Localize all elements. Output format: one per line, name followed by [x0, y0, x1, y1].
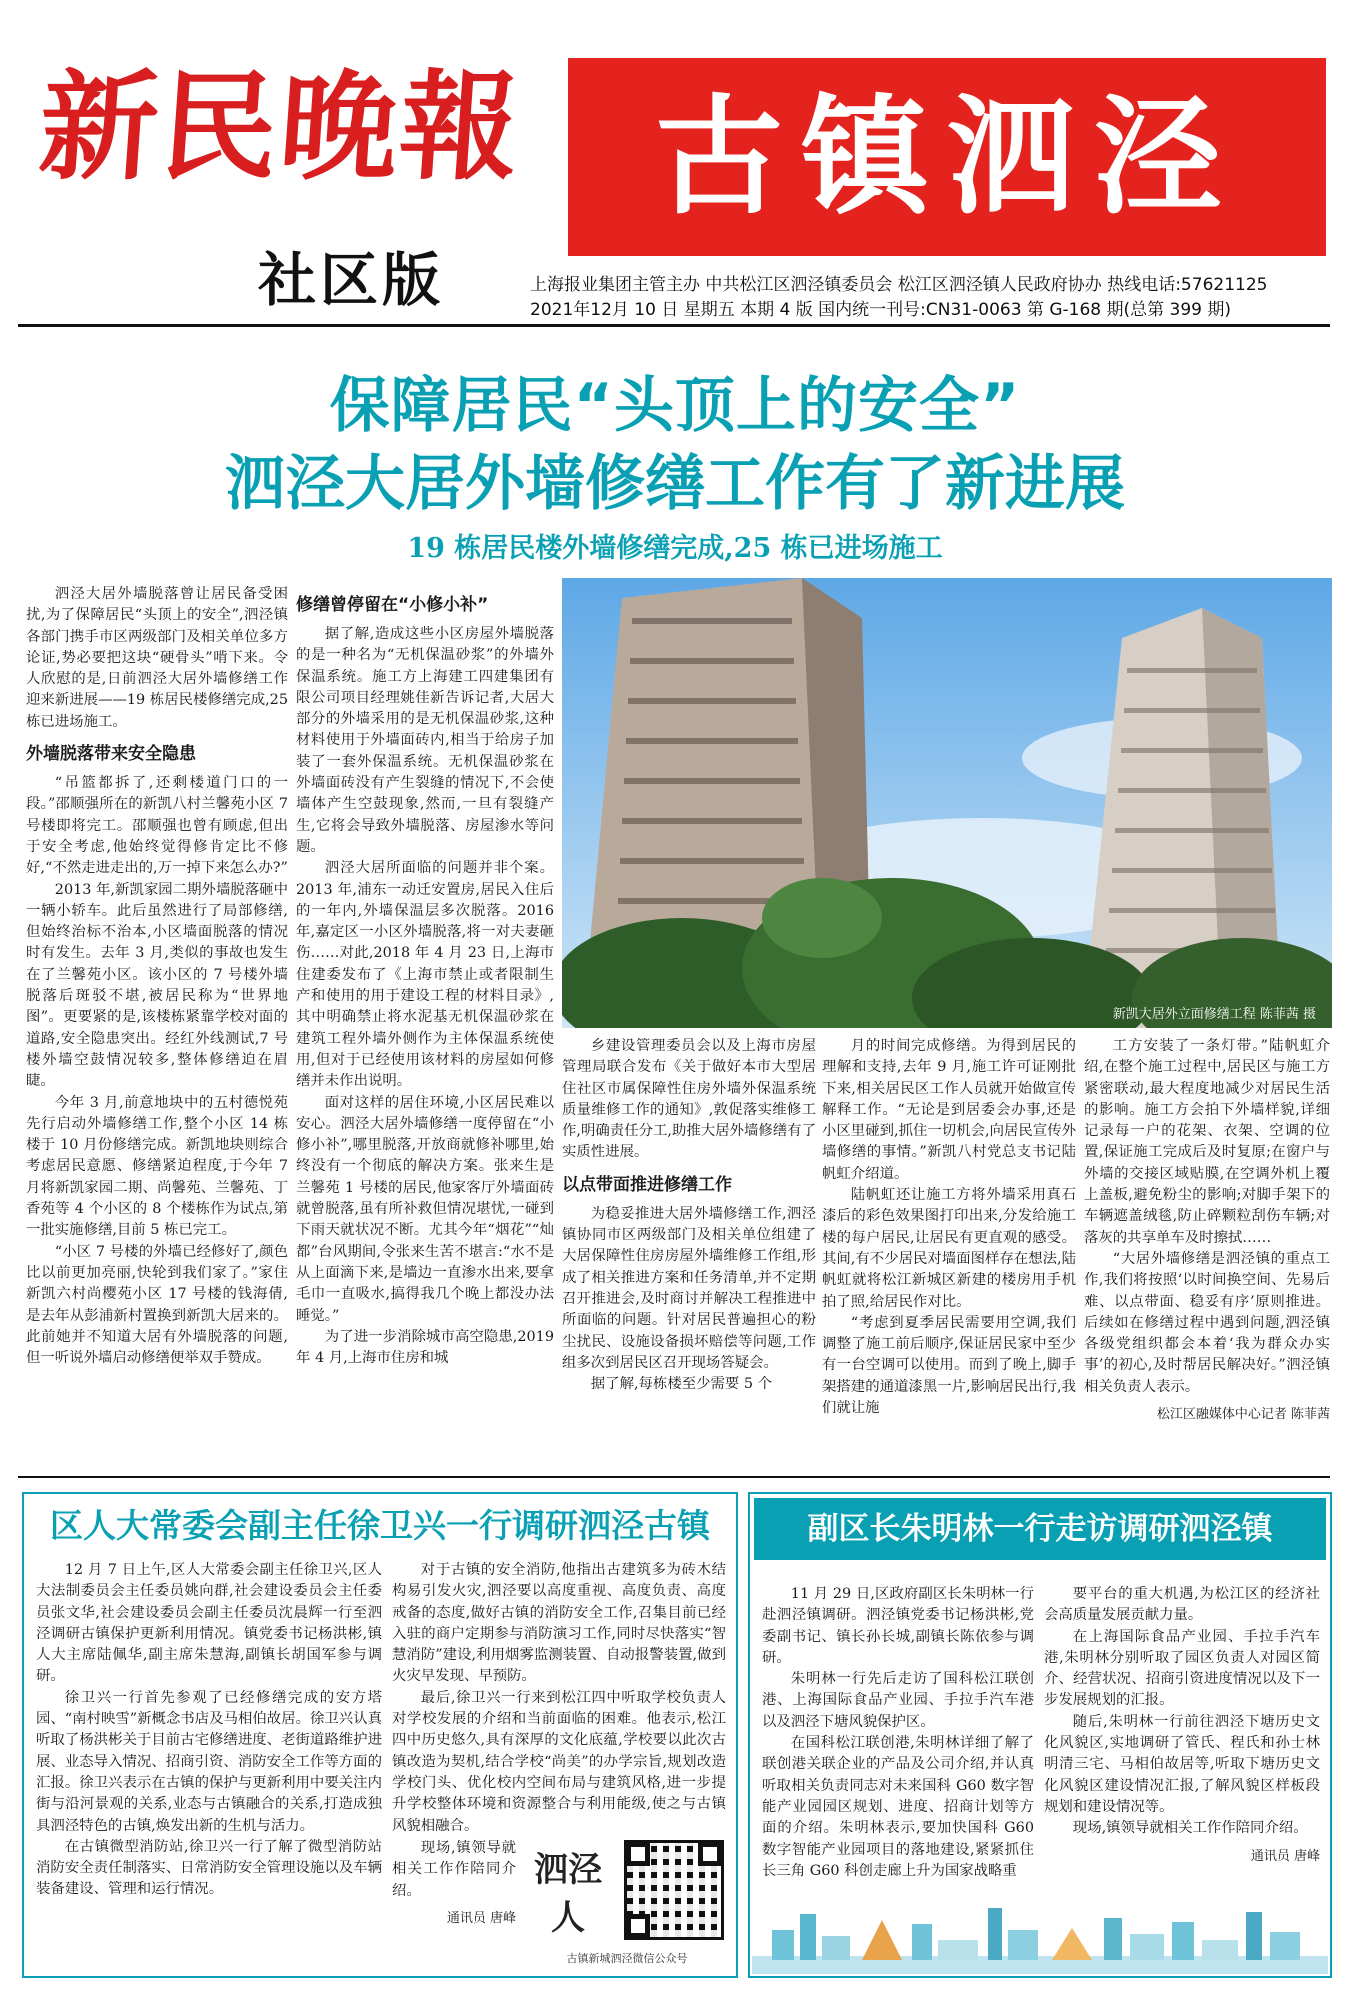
byline: 松江区融媒体中心记者 陈菲茜: [1156, 1407, 1330, 1423]
paragraph: 徐卫兴一行首先参观了已经修缮完成的安方塔园、“南村映雪”新概念书店及马相伯故居。徐卫兴认真听取了杨洪彬关于目前古宅修缮进度、老街道路维护进展、业态导入情况、招商引资、消防安全工作等方面的汇报。徐卫兴表示在古镇的保护与更新利用中要关注内街与沿河景观的关系,业态与古镇融合的关系,打造成独具泗泾特色的古镇,焕发出新的生机与活力。: [36, 1689, 382, 1834]
lead-subheadline: 19 栋居民楼外墙修缮完成,25 栋已进场施工: [407, 533, 943, 564]
qr-finder-icon: [626, 1914, 650, 1938]
paragraph: “考虑到夏季居民需要用空调,我们调整了施工前后顺序,保证居民家中至少有一台空调可以使用。而到了晚上,脚手架搭建的通道漆黑一片,影响居民出行,我们就让施: [822, 1314, 1076, 1417]
lead-column-3: [562, 1036, 816, 1466]
paragraph: 现场,镇领导就相关工作作陪同介绍。: [392, 1840, 516, 1899]
qr-finder-icon: [626, 1842, 650, 1866]
story-left-column-2: [392, 1560, 726, 1836]
masthead-left: [18, 58, 558, 314]
paragraph: 最后,徐卫兴一行来到松江四中听取学校负责人对学校发展的介绍和当前面临的困难。他表示,松江四中历史悠久,具有深厚的文化底蕴,学校要以此次古镇改造为契机,结合学校“尚美”的办学宗旨,规划改造学校门头、优化校内空间布局与建筑风格,进一步提升学校整体环境和资源整合与利用能级,使之与古镇风貌相融合。: [392, 1689, 726, 1834]
photo-illustration: [562, 578, 1332, 1028]
paragraph: 月的时间完成修缮。为得到居民的理解和支持,去年 9 月,施工许可证刚批下来,相关居民区工作人员就开始做宣传解释工作。“无论是到居委会办事,还是小区里碰到,抓住一切机会,向居民宣传外墙修缮的事情。”新凯八村党总支书记陆帆虹介绍道。: [822, 1038, 1076, 1182]
lead-column-4: [822, 1036, 1076, 1466]
paragraph: 为了进一步消除城市高空隐患,2019 年 4 月,上海市住房和城: [296, 1328, 554, 1367]
story-left-column-2-end: [392, 1838, 516, 1970]
story-left-title: 区人大常委会副主任徐卫兴一行调研泗泾古镇: [50, 1506, 710, 1545]
byline: 通讯员 唐峰: [446, 1910, 516, 1926]
paragraph: 今年 3 月,前意地块中的五村德悦苑先行启动外墙修缮工作,整个小区 14 栋楼于 10 月份修缮完成。新凯地块则综合考虑居民意愿、修缮紧迫程度,于今年 7 月将新凯家园二期、尚馨苑、兰馨苑、丁香苑等 4 个小区的 8 个楼栋作为试点,第一批实施修缮,目前 5 栋已完工。: [26, 1094, 288, 1239]
paragraph: “小区 7 号楼的外墙已经修好了,颜色比以前更加亮丽,快轮到我们家了。”家住新凯六村尚樱苑小区 17 号楼的钱海倩,是去年从彭浦新村置换到新凯大居来的。此前她并不知道大居有外墙脱落的问题,但一听说外墙启动修缮便举双手赞成。: [26, 1243, 288, 1367]
photo-caption: 新凯大居外立面修缮工程 陈菲茜 摄: [1112, 1007, 1316, 1022]
qr-caption: 古镇新城泗泾微信公众号: [566, 1952, 688, 1965]
lead-column-1: [26, 584, 288, 1464]
paragraph: 为稳妥推进大居外墙修缮工作,泗泾镇协同市区两级部门及相关单位组建了大居保障性住房房屋外墙维修工作组,形成了相关推进方案和任务清单,并不定期召开推进会,及时商讨并解决工程推进中所面临的问题。针对居民普遍担心的粉尘扰民、设施设备损坏赔偿等问题,工作组多次到居民区召开现场答疑会。: [562, 1205, 816, 1371]
paragraph: 11 月 29 日,区政府副区长朱明林一行赴泗泾镇调研。泗泾镇党委书记杨洪彬,党委副书记、镇长孙长城,副镇长陈依参与调研。: [762, 1586, 1034, 1666]
paragraph: 现场,镇领导就相关工作作陪同介绍。: [1072, 1820, 1308, 1837]
paragraph: 2013 年,新凯家园二期外墙脱落砸中一辆小轿车。此后虽然进行了局部修缮,但始终治标不治本,小区墙面脱落的情况时有发生。去年 3 月,类似的事故也发生在了兰馨苑小区。该小区的 7 号楼外墙脱落后斑驳不堪,被居民称为“世界地图”。更要紧的是,该楼栋紧靠学校对面的道路,安全隐患突出。经红外线测试,7 号楼外墙空鼓情况较多,整体修缮迫在眉睫。: [26, 881, 288, 1090]
newspaper-logo: 新民晚報: [35, 58, 525, 196]
paragraph: 朱明林一行先后走访了国科松江联创港、上海国际食品产业园、手拉手汽车港以及泗泾下塘风貌保护区。: [762, 1671, 1034, 1730]
paragraph: 面对这样的居住环境,小区居民难以安心。泗泾大居外墙修缮一度停留在“小修小补”,哪里脱落,开放商就修补哪里,始终没有一个彻底的解决方案。张来生是兰馨苑 1 号楼的居民,他家客厅外墙面砖就曾脱落,虽有所补救但情况堪忧,一碰到下雨天就状况不断。尤其今年“烟花”“灿都”台风期间,令张来生苦不堪言:“水不是从上面滴下来,是墙边一直渗水出来,要拿毛巾一直吸水,搞得我几个晚上都没办法睡觉。”: [296, 1094, 554, 1324]
paragraph: 12 月 7 日上午,区人大常委会副主任徐卫兴,区人大法制委员会主任委员姚向群,社会建设委员会主任委员张文华,社会建设委员会副主任委员沈晨辉一行至泗泾调研古镇保护更新利用情况。镇党委书记杨洪彬,镇人大主席陆佩华,副主席朱慧海,副镇长胡国军参与调研。: [36, 1562, 382, 1685]
paragraph: 据了解,每栋楼至少需要 5 个: [590, 1376, 772, 1393]
paragraph: 乡建设管理委员会以及上海市房屋管理局联合发布《关于做好本市大型居住社区市属保障性住房外墙外保温系统质量维修工作的通知》,敦促落实维修工作,明确责任分工,助推大居外墙修缮有了实质性进展。: [562, 1038, 816, 1161]
wechat-account-logo: 泗泾人: [534, 1850, 602, 1938]
paragraph: 在古镇微型消防站,徐卫兴一行了解了微型消防站消防安全责任制落实、日常消防安全管理设施以及车辆装备建设、管理和运行情况。: [36, 1838, 382, 1898]
masthead-divider: [18, 324, 1330, 327]
paragraph: 据了解,造成这些小区房屋外墙脱落的是一种名为“无机保温砂浆”的外墙外保温系统。施工方上海建工四建集团有限公司项目经理姚佳新告诉记者,大居大部分的外墙采用的是无机保温砂浆,这种材料使用于外墙面砖内,相当于给房子加装了一套外保温系统。无机保温砂浆在外墙面砖没有产生裂缝的情况下,不会使墙体产生空鼓现象,然而,一旦有裂缝产生,它将会导致外墙脱落、房屋渗水等问题。: [296, 626, 554, 855]
paragraph: “吊篮都拆了,还剩楼道门口的一段。”邵顺强所在的新凯八村兰馨苑小区 7 号楼即将完工。邵顺强也曾有顾虑,但出于安全考虑,他始终觉得修肯定比不修好,“不然走进走出的,万一掉下来怎么办?”: [26, 775, 288, 877]
city-skyline-illustration: [752, 1900, 1328, 1974]
column-banner: [568, 58, 1326, 256]
paragraph: 随后,朱明林一行前往泗泾下塘历史文化风貌区,实地调研了管氏、程氏和孙士林明清三宅、马相伯故居等,听取下塘历史文化风貌区建设情况汇报,了解风貌区样板段规划和建设情况等。: [1044, 1713, 1320, 1815]
building-photo: [562, 578, 1332, 1028]
section-heading: 修缮曾停留在“小修小补”: [296, 595, 489, 615]
section-divider: [18, 1476, 1330, 1478]
paragraph: 泗泾大居所面临的问题并非个案。2013 年,浦东一动迁安置房,居民入住后的一年内,外墙保温层多次脱落。2016 年,嘉定区一小区外墙脱落,将一对夫妻砸伤……对此,2018 年 4 月 23 日,上海市住建委发布了《上海市禁止或者限制生产和使用的用于建设工程的材料目录》,其中明确禁止将水泥基无机保温砂浆在建筑工程外墙外侧作为主体保温系统使用,但对于已经使用该材料的房屋如何修缮并未作出说明。: [296, 860, 554, 1090]
column-title: 古镇泗泾: [654, 82, 1239, 232]
lead-column-2: [296, 584, 554, 1464]
issue-info: 2021年12月 10 日 星期五 本期 4 版 国内统一刊号:CN31-0063 第 G-168 期(总第 399 期): [530, 300, 1232, 320]
paragraph: 对于古镇的安全消防,他指出古建筑多为砖木结构易引发火灾,泗泾要以高度重视、高度负责、高度戒备的态度,做好古镇的消防安全工作,召集目前已经入驻的商户定期参与消防演习工作,同时尽快落实“智慧消防”建设,利用烟雾监测装置、自动报警装置,做到火灾早发现、早预防。: [392, 1562, 726, 1685]
byline: 通讯员 唐峰: [1250, 1848, 1320, 1864]
lead-headline-line-2: 泗泾大居外墙修缮工作有了新进展: [225, 449, 1125, 519]
wechat-promo: [520, 1838, 730, 1974]
paragraph: 工方安装了一条灯带。”陆帆虹介绍,在整个施工过程中,居民区与施工方紧密联动,最大程度地减少对居民生活的影响。施工方会拍下外墙样貌,详细记录每一户的花架、衣架、空调的位置,保证施工完成后及时复原;在窗户与外墙的交接区域贴膜,在空调外机上覆上盖板,避免粉尘的影响;对脚手架下的车辆遮盖绒毯,防止碎颗粒刮伤车辆;对落灰的共享单车及时擦拭……: [1084, 1038, 1330, 1246]
paragraph: 要平台的重大机遇,为松江区的经济社会高质量发展贡献力量。: [1044, 1586, 1320, 1624]
paragraph: 陆帆虹还让施工方将外墙采用真石漆后的彩色效果图打印出来,分发给施工楼的每户居民,让居民有更直观的感受。其间,有不少居民对墙面图样存在想法,陆帆虹就将松江新城区新建的楼房用手机拍了照,给居民作对比。: [822, 1187, 1076, 1310]
paragraph: “大居外墙修缮是泗泾镇的重点工作,我们将按照‘以时间换空间、先易后难、以点带面、稳妥有序’原则推进。后续如在修缮过程中遇到问题,泗泾镇各级党组织都会本着‘我为群众办实事’的初心,及时帮居民解决好。”泗泾镇相关负责人表示。: [1084, 1250, 1330, 1395]
story-left-column-1: [36, 1560, 382, 1970]
publisher-info: 上海报业集团主管主办 中共松江区泗泾镇委员会 松江区泗泾镇人民政府协办 热线电话:57621125: [530, 275, 1268, 295]
lead-column-5: [1084, 1036, 1330, 1466]
section-heading: 以点带面推进修缮工作: [562, 1174, 732, 1195]
lead-headline-line-1: 保障居民“头顶上的安全”: [329, 371, 1021, 441]
story-right-column-2: [1044, 1584, 1320, 1900]
edition-label: 社区版: [258, 246, 445, 314]
paragraph: 在上海国际食品产业园、手拉手汽车港,朱明林分别听取了园区负责人对园区简介、经营状况、招商引资进度情况以及下一步发展规划的汇报。: [1044, 1628, 1320, 1709]
section-heading: 外墙脱落带来安全隐患: [26, 744, 196, 765]
qr-code-icon: [624, 1840, 724, 1940]
paragraph: 泗泾大居外墙脱落曾让居民备受困扰,为了保障居民“头顶上的安全”,泗泾镇各部门携手市区两级部门及相关单位多方论证,势必要把这块“硬骨头”啃下来。令人欣慰的是,日前泗泾大居外墙修缮工作迎来新进展——19 栋居民楼修缮完成,25 栋已进场施工。: [26, 586, 288, 730]
story-right-column-1: [762, 1584, 1034, 1900]
paragraph: 在国科松江联创港,朱明林详细了解了联创港关联企业的产品及公司介绍,并认真听取相关负责同志对未来国科 G60 数字智能产业园园区规划、进度、招商计划等方面的介绍。朱明林表示,要加快国科 G60 数字智能产业园项目的落地建设,紧紧抓住长三角 G60 科创走廊上升为国家战略重: [762, 1735, 1034, 1879]
qr-finder-icon: [698, 1842, 722, 1866]
story-right-title: 副区长朱明林一行走访调研泗泾镇: [754, 1498, 1326, 1560]
